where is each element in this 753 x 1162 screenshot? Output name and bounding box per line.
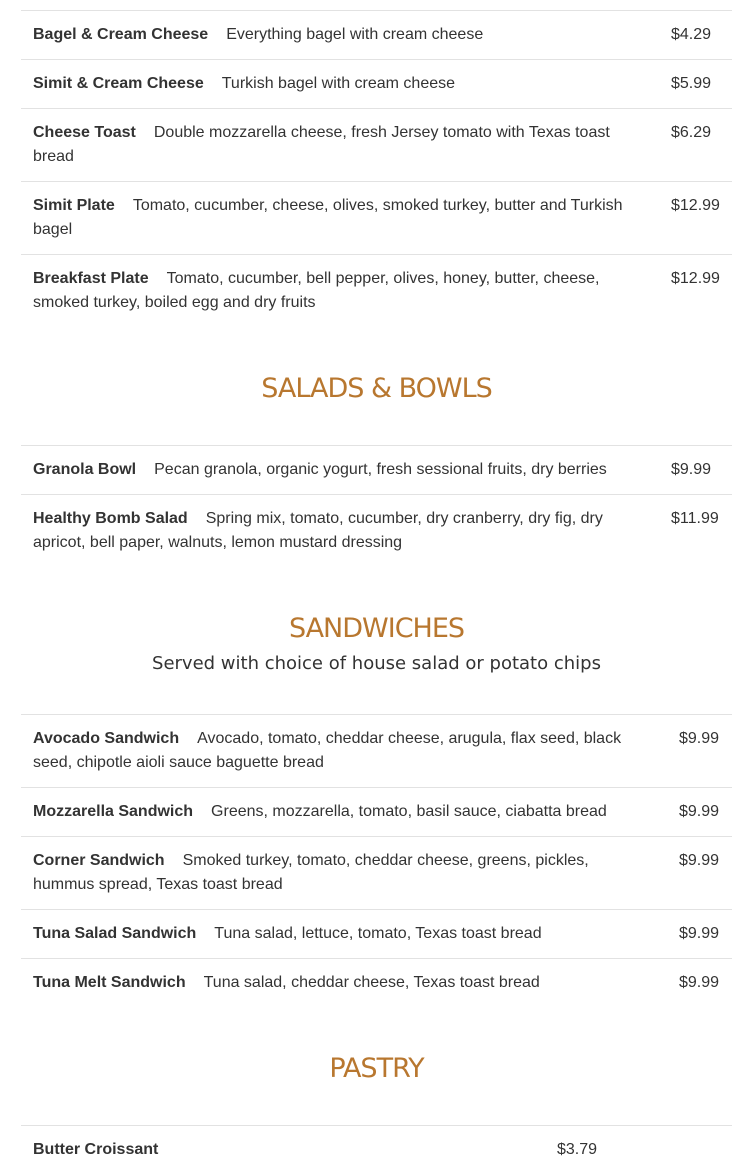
menu-item-name: Breakfast Plate (33, 270, 149, 287)
menu-item-row (21, 108, 732, 181)
menu-item-description: Avocado, tomato, cheddar cheese, arugula, flax seed, black seed, chipotle aioli sauce baguette bread (33, 730, 622, 771)
menu-item-description: Turkish bagel with cream cheese (221, 75, 456, 92)
section-subtitle-sandwiches: Served with choice of house salad or potato chips (152, 653, 601, 674)
menu-item-description: Spring mix, tomato, cucumber, dry cranberry, dry fig, dry apricot, bell paper, walnuts, lemon mustard dressing (33, 510, 603, 551)
menu-item-name: Avocado Sandwich (33, 730, 180, 747)
menu-item-description: Double mozzarella cheese, fresh Jersey tomato with Texas toast bread (33, 124, 610, 165)
menu-item-name: Mozzarella Sandwich (33, 803, 194, 820)
pastry-menu-table (21, 1125, 732, 1162)
menu-item-description: Tuna salad, lettuce, tomato, Texas toast bread (214, 925, 542, 942)
menu-item-text (33, 727, 633, 775)
menu-item-text (33, 1138, 513, 1162)
menu-item-price: $9.99 (679, 730, 720, 747)
menu-item-price: $9.99 (679, 803, 720, 820)
menu-item-row (21, 1125, 732, 1162)
menu-item-description: Greens, mozzarella, tomato, basil sauce, ciabatta bread (211, 803, 607, 820)
menu-item-row (21, 181, 732, 254)
menu-item-row (21, 787, 732, 836)
menu-item-row (21, 714, 732, 787)
menu-item-row (21, 494, 732, 567)
menu-item-price: $9.99 (679, 974, 720, 991)
menu-item-text (33, 800, 633, 824)
menu-item-text (33, 922, 633, 946)
menu-item-text (33, 194, 633, 242)
menu-item-text (33, 971, 633, 995)
menu-item-text (33, 121, 633, 169)
menu-item-text (33, 23, 633, 47)
menu-item-row (21, 10, 732, 59)
section-title-sandwiches: SANDWICHES (288, 613, 465, 644)
section-title-salads: SALADS & BOWLS (261, 373, 492, 404)
menu-item-name: Corner Sandwich (33, 852, 165, 869)
menu-item-name: Granola Bowl (33, 461, 137, 478)
menu-item-price: $11.99 (671, 510, 719, 527)
menu-item-price: $6.29 (671, 124, 712, 141)
menu-item-row (21, 909, 732, 958)
menu-item-price: $9.99 (679, 925, 720, 942)
menu-item-row (21, 958, 732, 1007)
menu-item-name: Cheese Toast (33, 124, 136, 141)
menu-item-row (21, 254, 732, 327)
menu-item-name: Healthy Bomb Salad (33, 510, 188, 527)
menu-item-price: $12.99 (671, 197, 720, 214)
menu-item-row (21, 836, 732, 909)
menu-item-price: $9.99 (679, 852, 720, 869)
menu-item-price: $4.29 (671, 26, 712, 43)
menu-item-name: Tuna Melt Sandwich (33, 974, 186, 991)
menu-item-description: Tomato, cucumber, cheese, olives, smoked turkey, butter and Turkish bagel (33, 197, 623, 238)
menu-item-name: Tuna Salad Sandwich (33, 925, 197, 942)
menu-item-price: $9.99 (671, 461, 712, 478)
menu-item-text (33, 458, 633, 482)
menu-item-text (33, 849, 633, 897)
menu-item-price: $5.99 (671, 75, 712, 92)
sandwiches-menu-table (21, 714, 732, 1007)
menu-item-name: Bagel & Cream Cheese (33, 26, 209, 43)
menu-item-description: Tuna salad, cheddar cheese, Texas toast bread (203, 974, 540, 991)
menu-item-name: Butter Croissant (33, 1141, 159, 1158)
menu-item-price: $12.99 (671, 270, 720, 287)
menu-item-text (33, 267, 633, 315)
menu-item-description: Everything bagel with cream cheese (226, 26, 484, 43)
menu-item-description: Pecan granola, organic yogurt, fresh sessional fruits, dry berries (154, 461, 607, 478)
menu-item-text (33, 507, 633, 555)
menu-item-price: $3.79 (557, 1141, 598, 1158)
section-title-pastry: PASTRY (329, 1053, 424, 1084)
menu-item-text (33, 72, 633, 96)
salads-menu-table (21, 445, 732, 567)
breakfast-menu-table (21, 10, 732, 327)
menu-item-description: Smoked turkey, tomato, cheddar cheese, greens, pickles, hummus spread, Texas toast bread (33, 852, 589, 893)
menu-item-row (21, 59, 732, 108)
menu-item-name: Simit & Cream Cheese (33, 75, 204, 92)
menu-item-description: Tomato, cucumber, bell pepper, olives, honey, butter, cheese, smoked turkey, boiled egg and dry fruits (33, 270, 600, 311)
menu-item-name: Simit Plate (33, 197, 115, 214)
menu-item-row (21, 445, 732, 494)
